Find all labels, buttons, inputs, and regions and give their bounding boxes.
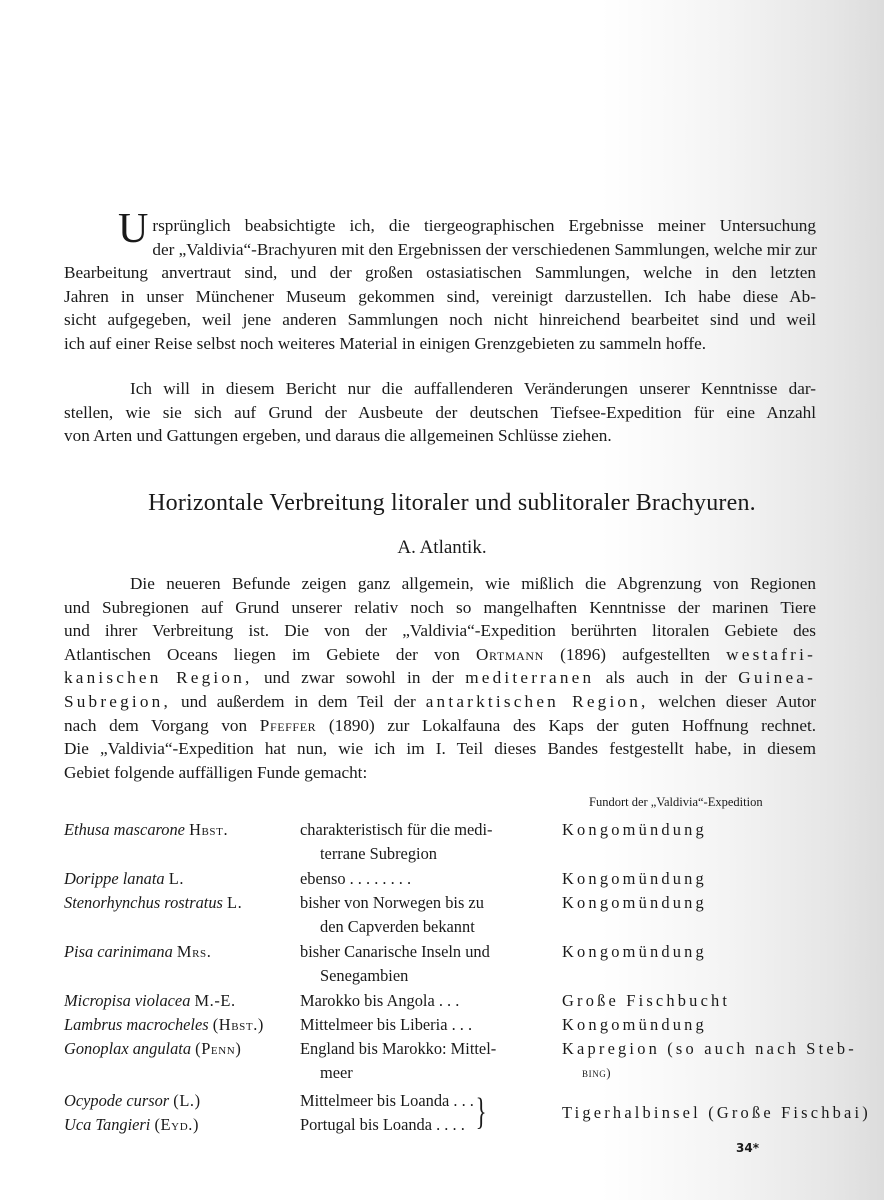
drop-cap: U: [118, 206, 149, 252]
range-text: Portugal bis Loanda . . . .: [300, 1115, 465, 1134]
range-text: Mittelmeer bis Loanda . . .: [300, 1091, 474, 1110]
range-cell: [300, 1089, 540, 1113]
intro-paragraph: [64, 206, 817, 356]
taxon: Pisa carinimana: [64, 942, 173, 961]
range-text: Mittelmeer bis Liberia . . .: [300, 1015, 473, 1034]
text-line: Bearbeitung anvertraut sind, und der großen ostasiatischen Sammlungen, welche in den letzten: [64, 263, 816, 283]
spaced-term: mediterranen: [465, 668, 595, 688]
locality-cell: Kongomündung: [562, 1015, 707, 1034]
species-name: [64, 818, 296, 842]
range-text-cont: den Capverden bekannt: [320, 917, 475, 936]
range-text: ebenso . . . . . . . .: [300, 869, 412, 888]
locality-cell: [562, 1101, 871, 1125]
text-line: Jahren in unser Münchener Museum gekommen sind, vereinigt darzustellen. Ich habe diese Ab-: [64, 286, 816, 306]
subsection-title: A. Atlantik.: [397, 537, 487, 558]
taxon-author: (Eyd.): [154, 1115, 199, 1134]
range-cell: [300, 867, 540, 891]
range-cell: [300, 989, 540, 1013]
text-run: nach dem Vorgang von: [64, 715, 248, 735]
taxon: Gonoplax angulata: [64, 1039, 192, 1058]
range-text: England bis Marokko: Mittel-: [300, 1039, 497, 1058]
text-run: und außerdem in dem Teil der: [180, 691, 416, 711]
locality-cell: Kongomündung: [562, 942, 707, 961]
range-text-cont: Senegambien: [320, 966, 409, 985]
intro-paragraph-2: [64, 377, 816, 448]
range-cell: [300, 818, 540, 866]
spaced-term: westafri-: [726, 644, 817, 664]
taxon: Stenorhynchus rostratus: [64, 893, 223, 912]
taxon: Dorippe lanata: [64, 869, 165, 888]
taxon-author: M.-E.: [194, 991, 236, 1010]
range-cell: [300, 1037, 540, 1085]
spaced-term: Subregion,: [64, 691, 171, 711]
locality-cell: Große Fischbucht: [562, 991, 731, 1010]
locality-text: Tigerhalbinsel (Große Fischbai): [562, 1103, 871, 1122]
column-header-locality: Fundort der „Valdivia“-Expedition: [589, 795, 763, 809]
text-line: und Subregionen auf Grund unserer relativ noch so mangelhaften Kenntnisse der marinen Tiere: [64, 597, 816, 617]
author-name: Pfeffer: [259, 715, 317, 735]
species-name: [64, 940, 296, 964]
species-name: [64, 891, 296, 915]
text-line: von Arten und Gattungen ergeben, und daraus die allgemeinen Schlüsse ziehen.: [64, 426, 612, 446]
taxon: Lambrus macrocheles: [64, 1015, 209, 1034]
species-name: [64, 1089, 296, 1113]
range-text: charakteristisch für die medi-: [300, 820, 493, 839]
spaced-term: kanischen Region,: [64, 668, 253, 688]
taxon: Ethusa mascarone: [64, 820, 185, 839]
text-line: stellen, wie sie sich auf Grund der Ausbeute der deutschen Tiefsee-Expedition für eine Anzahl: [64, 402, 816, 422]
text-line: Die „Valdivia“-Expedition hat nun, wie ich im I. Teil dieses Bandes festgestellt habe, in diesem: [64, 739, 816, 759]
spaced-term: Guinea-: [738, 668, 817, 688]
spaced-term: antarktischen Region,: [425, 691, 649, 711]
species-name: [64, 867, 296, 891]
locality-cell: [562, 1037, 857, 1085]
taxon-author: L.: [227, 893, 243, 912]
text-line: [64, 714, 816, 738]
text-line: sicht aufgegeben, weil jene anderen Sammlungen noch nicht hinreichend bearbeitet sind und weil: [64, 310, 816, 330]
range-text: bisher von Norwegen bis zu: [300, 893, 484, 912]
range-cell: [300, 1013, 540, 1037]
curly-brace-icon: }: [475, 1091, 487, 1133]
locality-cell: Kongomündung: [562, 820, 707, 839]
range-cell: [300, 1113, 540, 1137]
species-name: [64, 1013, 296, 1037]
species-name: [64, 1037, 296, 1061]
taxon: Uca Tangieri: [64, 1115, 151, 1134]
range-cell: [300, 891, 540, 939]
section-title: Horizontale Verbreitung litoraler und sublitoraler Brachyuren.: [148, 490, 756, 516]
atlantik-paragraph: [64, 572, 816, 784]
taxon: Micropisa violacea: [64, 991, 191, 1010]
text-line: ich auf einer Reise selbst noch weiteres Material in einigen Grenzgebieten zu sammeln hoffe.: [64, 333, 707, 353]
range-text: Marokko bis Angola . . .: [300, 991, 460, 1010]
locality-text: Kapregion (so auch nach Steb-: [562, 1039, 857, 1058]
page-number: 34*: [736, 1141, 759, 1155]
text-run: (1890) zur Lokalfauna des Kaps der guten Hoffnung rechnet.: [328, 715, 817, 735]
text-line: [64, 666, 816, 690]
taxon-author: Hbst.: [189, 820, 229, 839]
range-text: bisher Canarische Inseln und: [300, 942, 490, 961]
text-line: rsprünglich beabsichtigte ich, die tiergeographischen Ergebnisse meiner Untersuchung: [152, 216, 816, 235]
taxon-author: L.: [168, 869, 185, 888]
text-line: [64, 643, 816, 667]
species-name: [64, 1113, 296, 1137]
taxon-author: (Penn): [195, 1039, 242, 1058]
text-line: Gebiet folgende auffälligen Funde gemacht:: [64, 762, 368, 782]
text-run: welchen dieser Autor: [658, 691, 817, 711]
taxon-author: (L.): [173, 1091, 201, 1110]
text-line: und ihrer Verbreitung ist. Die von der „Valdivia“-Expedition berührten litoralen Gebiete des: [64, 621, 816, 641]
text-line: [64, 690, 816, 714]
text-run: als auch in der: [605, 668, 727, 688]
locality-cell: Kongomündung: [562, 869, 707, 888]
range-text-cont: meer: [320, 1063, 353, 1082]
locality-text-cont: bing): [582, 1066, 612, 1080]
range-text-cont: terrane Subregion: [320, 844, 437, 863]
text-run: (1896) aufgestellten: [560, 644, 710, 664]
taxon-author: (Hbst.): [212, 1015, 264, 1034]
text-line: der „Valdivia“-Brachyuren mit den Ergebnissen der verschiedenen Sammlungen, welche mir zur: [152, 239, 817, 259]
locality-cell: Kongomündung: [562, 893, 707, 912]
taxon: Ocypode cursor: [64, 1091, 170, 1110]
taxon-author: Mrs.: [176, 942, 212, 961]
author-name: Ortmann: [476, 644, 544, 664]
text-run: und zwar sowohl in der: [263, 668, 454, 688]
text-run: Atlantischen Oceans liegen im Gebiete der von: [64, 644, 460, 664]
range-cell: [300, 940, 540, 988]
text-line: Ich will in diesem Bericht nur die auffallenderen Veränderungen unserer Kenntnisse dar-: [130, 379, 816, 398]
text-line: Die neueren Befunde zeigen ganz allgemein, wie mißlich die Abgrenzung von Regionen: [130, 574, 816, 593]
species-name: [64, 989, 296, 1013]
